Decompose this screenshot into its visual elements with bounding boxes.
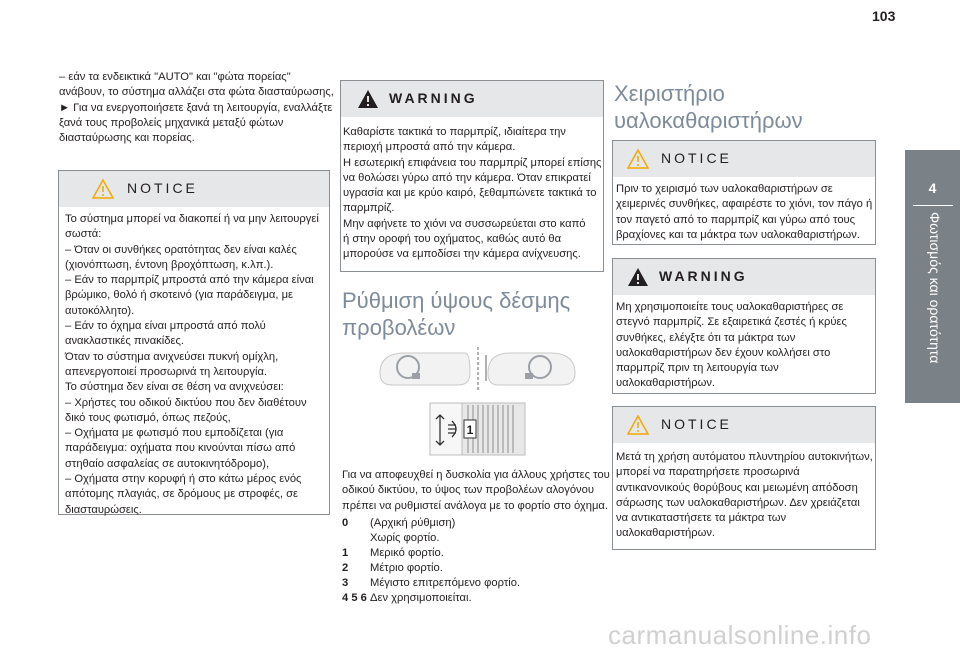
chapter-number: 4 (928, 180, 937, 196)
text-line: βραχίονες και τα μάκτρα των υαλοκαθαριστήρων. (616, 228, 860, 241)
warning-title: WARNING (659, 268, 748, 284)
text-line: αυτοκόλλητο). (65, 304, 135, 317)
notice-title: NOTICE (127, 180, 198, 196)
legend-value: Μερικό φορτίο. (370, 547, 444, 559)
chapter-tab[interactable] (905, 150, 960, 403)
text-line: (χιονόπτωση, έντονη βροχόπτωση, κ.λπ.). (65, 258, 274, 271)
text-line: – Εάν το όχημα είναι μπροστά από πολύ (65, 320, 266, 333)
page-number: 103 (872, 8, 896, 24)
text-line: αντικανονικούς θορύβους και μειωμένη απόδοση (616, 481, 858, 494)
heading-line: προβολέων (342, 315, 456, 340)
text-line: μπορούσε να εμποδίσει την κάμερα ανίχνευσης. (343, 248, 581, 261)
text-line: στηθαίο ασφαλείας σε αυτοκινητόδρομο), (65, 457, 270, 470)
text-line: Καθαρίστε τακτικά το παρμπρίζ, ιδιαίτερα την (343, 126, 566, 138)
text-line: ανακλαστικές πινακίδες. (65, 335, 184, 348)
intro-text (59, 70, 334, 146)
chapter-title: Φωτισμός και ορατότητα (927, 212, 943, 364)
notice-body (65, 212, 319, 518)
text-line: – Εάν το παρμπρίζ μπροστά από την κάμερα είναι (65, 274, 314, 287)
legend-value: (Αρχική ρύθμιση) (370, 517, 456, 529)
text-line: απενεργοποιεί προσωρινά τη λειτουργία. (65, 365, 268, 378)
text-line: Μη χρησιμοποιείτε τους υαλοκαθαριστήρες σε (616, 301, 844, 313)
text-line: υαλοκαθαριστήρων δεν έχουν κολλήσει στο (616, 346, 831, 359)
text-line: υαλοκαθαριστήρων. (616, 377, 716, 390)
notice-icon (627, 415, 649, 435)
text-line: σωστά: (65, 228, 102, 241)
heading-line: Ρύθμιση ύψους δέσμης (342, 288, 571, 313)
text-line: στεγνό παρμπρίζ. Σε εξαιρετικά ζεστές ή κρύες (616, 316, 847, 329)
headlamp-adjuster-illustration (370, 345, 580, 457)
text-line: – Χρήστες του οδικού δικτύου που δεν διαθέτουν (65, 396, 307, 409)
warning-body (616, 300, 847, 392)
legend-value: Μέγιστο επιτρεπόμενο φορτίο. (370, 577, 521, 589)
notice-body (616, 450, 873, 542)
text-line: υαλοκαθαριστήρων. (616, 527, 716, 540)
watermark[interactable]: carmanualsonline.info (608, 620, 872, 650)
notice-box (612, 406, 876, 550)
text-line: – Όταν οι συνθήκες ορατότητας δεν είναι καλές (65, 243, 297, 256)
text-line: να θολώσει γύρω από την κάμερα. Όταν επικρατεί (343, 171, 591, 184)
notice-title: NOTICE (661, 416, 732, 432)
text-line: διασταύρωσης και πορείας. (59, 132, 195, 145)
warning-header (613, 259, 875, 295)
text-line: τον παγετό από το παρμπρίζ και γύρω από τους (616, 213, 856, 226)
notice-box (58, 170, 330, 515)
text-line: παρμπρίζ. (343, 202, 395, 215)
text-line: διασταυρώσεις. (65, 503, 142, 516)
text-line: Πριν το χειρισμό των υαλοκαθαριστήρων σε (616, 183, 833, 195)
text-line: σάρωσης των υαλοκαθαριστήρων. Δεν χρειάζεται (616, 496, 860, 509)
section-heading-wipers (614, 80, 803, 134)
heading-line: Χειριστήριο (614, 81, 725, 106)
text-line: παράδειγμα: οχήματα που κινούνται πίσω από (65, 442, 296, 455)
beam-body-text (342, 468, 610, 514)
text-line: οδικού δικτύου, το ύψος των προβολέων αλογόνου (342, 484, 594, 497)
load-legend (342, 516, 602, 606)
text-line: απότομης πλαγιάς, σε δρόμους με στροφές, σε (65, 488, 298, 501)
text-line: Το σύστημα μπορεί να διακοπεί ή να μην λειτουργεί (65, 213, 319, 225)
text-line: Μην αφήνετε το χιόνι να συσσωρεύεται στο καπό (343, 217, 586, 230)
text-line: – Οχήματα στην κορυφή ή στο κάτω μέρος ενός (65, 473, 302, 486)
text-line: ανάβουν, το σύστημα αλλάζει στα φώτα διασταύρωσης, (59, 86, 334, 99)
notice-header (613, 407, 875, 443)
notice-body (616, 182, 872, 243)
adjuster-position-label: 1 (466, 423, 474, 437)
text-line: μπορεί να παρατηρήσετε προσωρινά (616, 466, 800, 479)
legend-key: 0 (342, 517, 349, 529)
warning-box (340, 80, 604, 272)
legend-key: 1 (342, 547, 349, 559)
notice-header (59, 171, 329, 207)
warning-header (341, 81, 603, 117)
legend-value: Μέτριο φορτίο. (370, 562, 443, 574)
text-line: Για να αποφευχθεί η δυσκολία για άλλους χρήστες του (342, 469, 610, 481)
tab-divider (913, 205, 953, 206)
text-line: ξανά τους προβολείς μηχανικά μεταξύ φώτων (59, 116, 284, 129)
section-heading-beam (342, 287, 570, 341)
notice-icon (92, 179, 114, 199)
text-line: υγρασία και με κρύο καιρό, ξεθαμπώνετε τακτικά το (343, 187, 597, 200)
text-line: βρώμικο, θολό ή σκοτεινό (για παράδειγμα, με (65, 289, 294, 302)
text-line: περιοχή μπροστά από την κάμερα. (343, 141, 516, 154)
legend-value: Δεν χρησιμοποιείται. (370, 592, 472, 604)
legend-value: Χωρίς φορτίο. (370, 532, 440, 544)
warning-icon (357, 89, 379, 109)
heading-line: υαλοκαθαριστήρων (614, 108, 803, 133)
text-line: Η εσωτερική επιφάνεια του παρμπρίζ μπορεί επίσης (343, 156, 602, 169)
warning-icon (627, 267, 649, 287)
warning-body (343, 125, 601, 263)
notice-icon (627, 149, 649, 169)
text-line: Όταν το σύστημα ανιχνεύσει πυκνή ομίχλη, (65, 350, 279, 363)
legend-key: 3 (342, 577, 349, 589)
legend-key: 4 5 6 (342, 592, 367, 604)
notice-box (612, 140, 876, 245)
text-line: ► Για να ενεργοποιήσετε ξανά τη λειτουργία, εναλλάξτε (59, 101, 333, 114)
text-line: – εάν τα ενδεικτικά "AUTO" και "φώτα πορείας" (59, 71, 291, 83)
text-line: χειμερινές συνθήκες, αφαιρέστε το χιόνι, τον πάγο ή (616, 198, 873, 211)
warning-box (612, 258, 876, 394)
text-line: δικό τους φωτισμό, όπως πεζούς, (65, 411, 231, 424)
notice-title: NOTICE (661, 150, 732, 166)
text-line: Μετά τη χρήση αυτόματου πλυντηρίου αυτοκινήτων, (616, 451, 873, 463)
text-line: ή στην οροφή του οχήματος, καθώς αυτό θα (343, 233, 562, 246)
text-line: – Οχήματα με φωτισμό που εμποδίζεται (για (65, 427, 284, 440)
legend-key: 2 (342, 562, 349, 574)
notice-header (613, 141, 875, 177)
text-line: παρμπρίζ πριν τη λειτουργία των (616, 362, 779, 375)
text-line: να αντικαταστήσετε τα μάκτρα των (616, 512, 787, 525)
text-line: πρέπει να ρυθμιστεί ανάλογα με το φορτίο στο όχημα. (342, 499, 609, 512)
text-line: Το σύστημα δεν είναι σε θέση να ανιχνεύσει: (65, 381, 284, 394)
text-line: συνθήκες, ελέγξτε ότι τα μάκτρα των (616, 331, 796, 344)
warning-title: WARNING (389, 90, 478, 106)
